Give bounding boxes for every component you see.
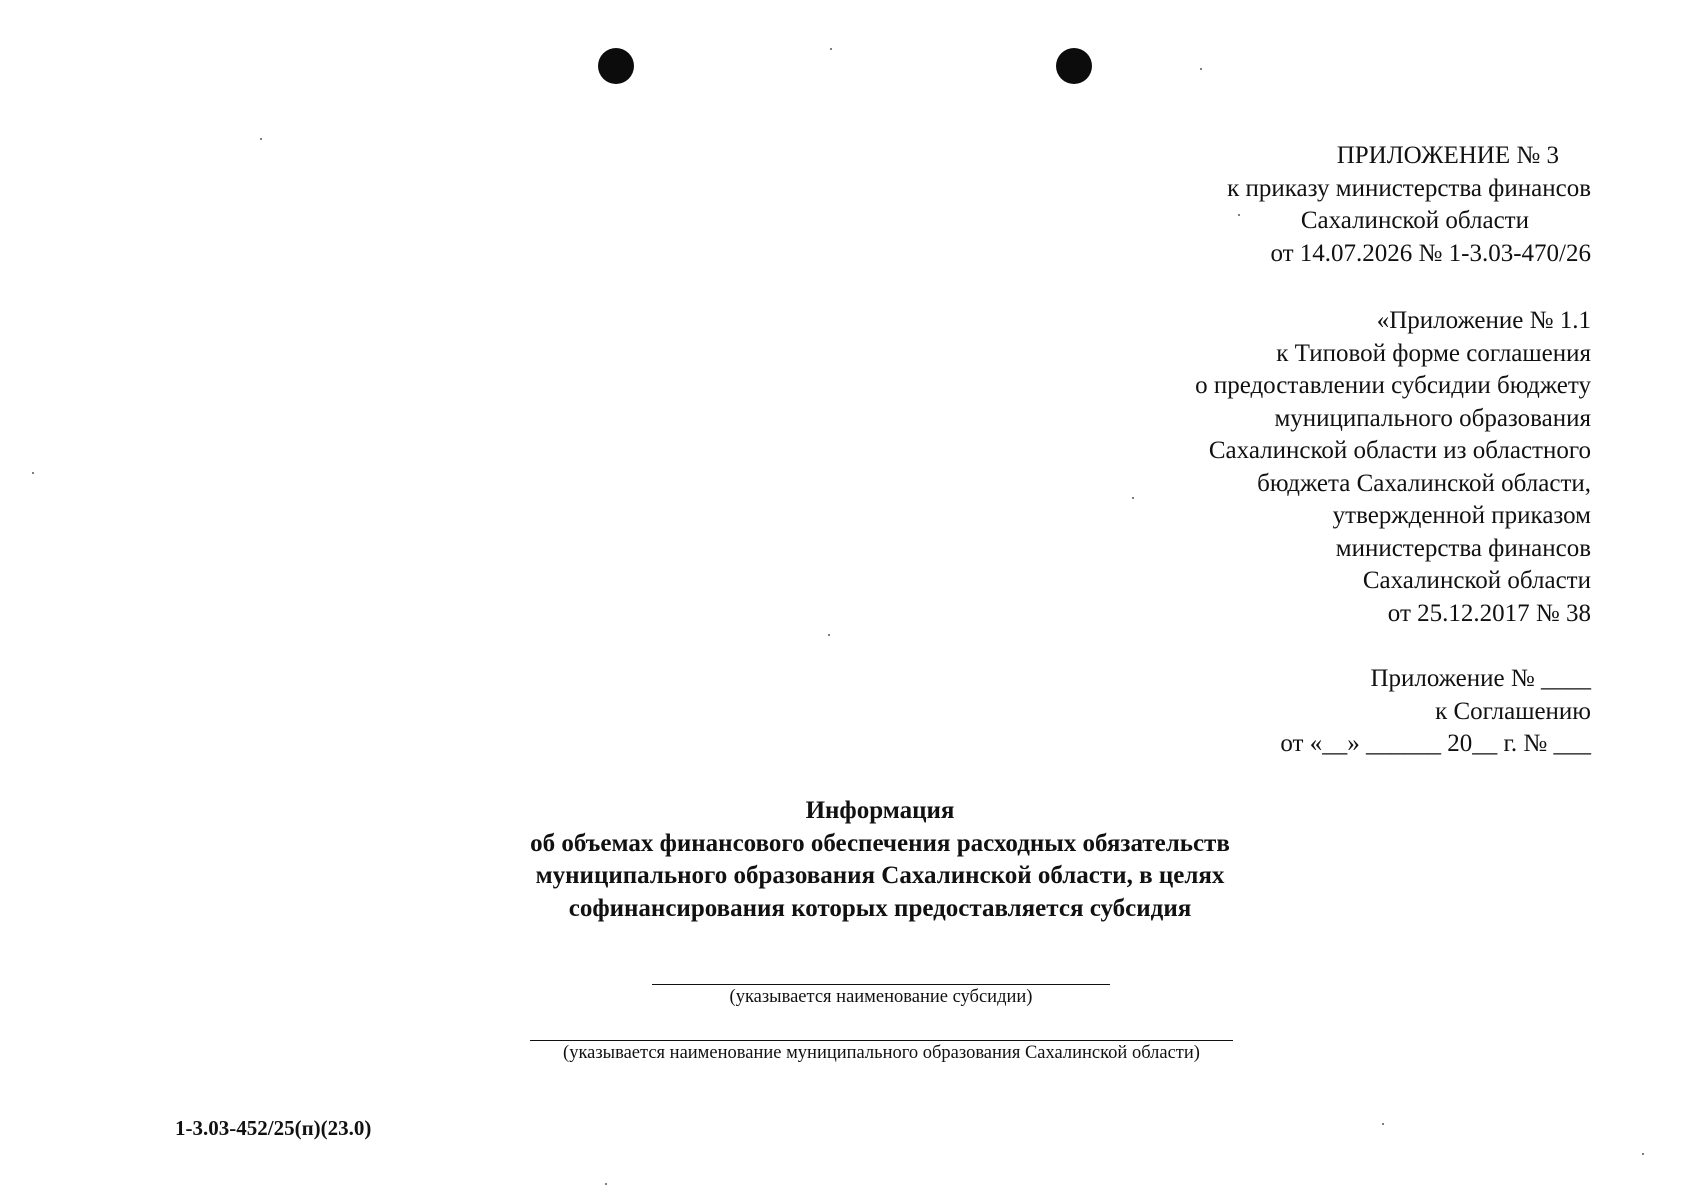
scan-speck <box>32 472 34 474</box>
appendix-3-header <box>1227 140 1591 270</box>
appendix-1-1-header <box>1195 305 1591 630</box>
municipality-name-underline <box>530 1040 1233 1041</box>
appendix-1-1-line: к Типовой форме соглашения <box>1276 339 1591 367</box>
appendix-1-1-line: министерства финансов <box>1335 534 1591 562</box>
document-heading <box>380 795 1380 925</box>
agreement-line: Приложение № ____ <box>1370 665 1591 692</box>
agreement-appendix-header <box>1280 663 1591 761</box>
punch-hole-right <box>1056 48 1092 84</box>
subsidy-name-caption: (указывается наименование субсидии) <box>729 987 1033 1007</box>
appendix-1-1-line: Сахалинской области из областного <box>1208 437 1591 464</box>
municipality-name-field <box>530 1040 1233 1064</box>
scan-speck <box>1132 497 1134 499</box>
appendix-3-title: ПРИЛОЖЕНИЕ № 3 <box>1336 142 1559 169</box>
appendix-3-line: к приказу министерства финансов <box>1227 174 1591 202</box>
appendix-3-line: Сахалинской области <box>1300 207 1529 234</box>
appendix-1-1-line: от 25.12.2017 № 38 <box>1387 599 1591 627</box>
punch-hole-left <box>598 48 634 84</box>
scan-speck <box>1238 214 1240 216</box>
heading-line: муниципального образования Сахалинской области, в целях <box>535 862 1225 889</box>
scan-speck <box>828 634 830 636</box>
scan-speck <box>1642 1153 1644 1155</box>
agreement-line: к Соглашению <box>1435 697 1591 725</box>
scan-speck <box>260 138 262 140</box>
appendix-1-1-line: о предоставлении субсидии бюджету <box>1195 372 1591 399</box>
municipality-name-caption: (указывается наименование муниципального образования Сахалинской области) <box>563 1043 1200 1063</box>
subsidy-name-underline <box>652 984 1110 985</box>
document-number: 1-3.03-452/25(п)(23.0) <box>175 1116 372 1140</box>
scan-speck <box>1382 1123 1384 1125</box>
subsidy-name-field <box>652 984 1110 1008</box>
heading-line: об объемах финансового обеспечения расходных обязательств <box>530 829 1230 857</box>
heading-title: Информация <box>805 797 955 824</box>
appendix-1-1-line: «Приложение № 1.1 <box>1376 307 1591 334</box>
appendix-1-1-line: утвержденной приказом <box>1332 502 1591 529</box>
agreement-line: от «__» ______ 20__ г. № ___ <box>1280 730 1591 757</box>
appendix-1-1-line: муниципального образования <box>1274 404 1591 432</box>
scan-speck <box>605 1183 607 1185</box>
appendix-1-1-line: бюджета Сахалинской области, <box>1257 469 1591 497</box>
appendix-1-1-line: Сахалинской области <box>1362 567 1591 594</box>
heading-line: софинансирования которых предоставляется субсидия <box>568 894 1192 922</box>
scan-speck <box>1200 68 1202 70</box>
scan-speck <box>830 48 832 50</box>
appendix-3-date-number: от 14.07.2026 № 1-3.03-470/26 <box>1270 239 1591 267</box>
